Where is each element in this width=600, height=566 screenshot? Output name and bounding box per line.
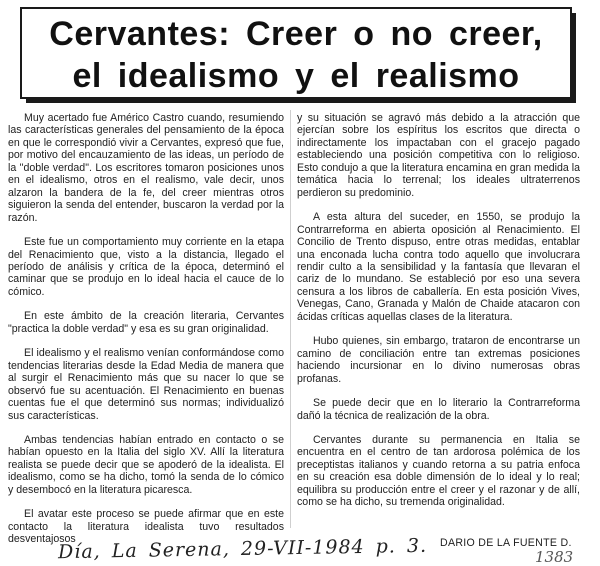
left-column	[8, 112, 284, 546]
column-divider	[290, 110, 291, 528]
paragraph: El avatar este proceso se puede afirmar que en este contacto la literatura idealista tuvo resultados desventajosos	[8, 508, 284, 546]
paragraph: Muy acertado fue Américo Castro cuando, resumiendo las características generales del pensamiento de la época en que le correspondió vivir a Cervantes, expresó que fue, por motivo del encauzamiento de las ideas, un período de la "doble verdad". Los escritores tomaron posiciones unos en el idealismo, otros en el realismo, vale decir, unos alzaron la bandera de la fe, del creer mientras otros siguieron la senda del entender, buscaron la verdad por la razón.	[8, 112, 284, 224]
headline-line-2: el idealismo y el realismo	[72, 57, 520, 95]
paragraph: El idealismo y el realismo venían conformándose como tendencias literarias desde la Edad Media de manera que al surgir el Renacimiento más que su nacer lo que se observó fue su acentuación. El Renacimiento en buenas cuentas fue el que determinó sus normas; individualizó sus características.	[8, 347, 284, 422]
headline-box	[20, 7, 572, 99]
paragraph: Este fue un comportamiento muy corriente en la etapa del Renacimiento que, visto a la distancia, llegado el período de análisis y crítica de la época, determinó el caminar que se produjo en lo ideal hacia el cauce de lo cómico.	[8, 236, 284, 298]
headline-line-1: Cervantes: Creer o no creer,	[49, 15, 543, 53]
paragraph: En este ámbito de la creación literaria, Cervantes "practica la doble verdad" y esa es su gran originalidad.	[8, 310, 284, 335]
paragraph: A esta altura del suceder, en 1550, se produjo la Contrarreforma en abierta oposición al Renacimiento. El Concilio de Trento dispuso, entre otras medidas, entablar una enconada lucha contra todo aquello que involucrara rendir culto a la sensibilidad y la fantasía que llevaran el cariz de lo mundano. Se estableció por eso una severa censura a los libros de caballería. En esta posición Vives, Venegas, Cano, Granada y Malón de Chaide atacaron con ácidas críticas aquellas clases de la literatura.	[297, 211, 580, 323]
paragraph: Cervantes durante su permanencia en Italia se encuentra en el centro de tan ardorosa polémica de los preceptistas italianos y cuando retorna a su patria enfoca en su creación esa doble dimensión de lo ideal y lo real; equilibra su producción entre el creer y el razonar y de allí, como se ha dicho, su tremenda originalidad.	[297, 433, 580, 509]
paragraph: Se puede decir que en lo literario la Contrarreforma dañó la técnica de realización de la obra.	[297, 397, 580, 422]
author-signature: DARIO DE LA FUENTE D.	[440, 537, 572, 549]
paragraph: Hubo quienes, sin embargo, trataron de encontrarse un camino de conciliación entre tan extremas posiciones haciendo incursionar en lo divino numerosas obras profanas.	[297, 335, 580, 385]
archive-number: 1383	[535, 548, 574, 566]
handwritten-source-note: Día, La Serena, 29-VII-1984 p. 3.	[57, 534, 428, 564]
paragraph: y su situación se agravó más debido a la atracción que ejercían sobre los espíritus los escritos que directa o indirectamente los impactaban con el gracejo pagado estableciendo una posición competitiva con lo religioso. Esto condujo a que la literatura encamina en gran medida la temática hacia lo terrenal; los ideales ultraterrenos perdieron su predominio.	[297, 112, 580, 199]
paragraph: Ambas tendencias habían entrado en contacto o se habían opuesto en la Italia del siglo XV. Allí la literatura realista se puede decir que se apoderó de la idealista. El idealismo, como se ha dicho, tomó la senda de lo cómico y desembocó en la literatura picaresca.	[8, 433, 284, 496]
right-column	[297, 112, 580, 509]
article-headline	[22, 13, 570, 97]
